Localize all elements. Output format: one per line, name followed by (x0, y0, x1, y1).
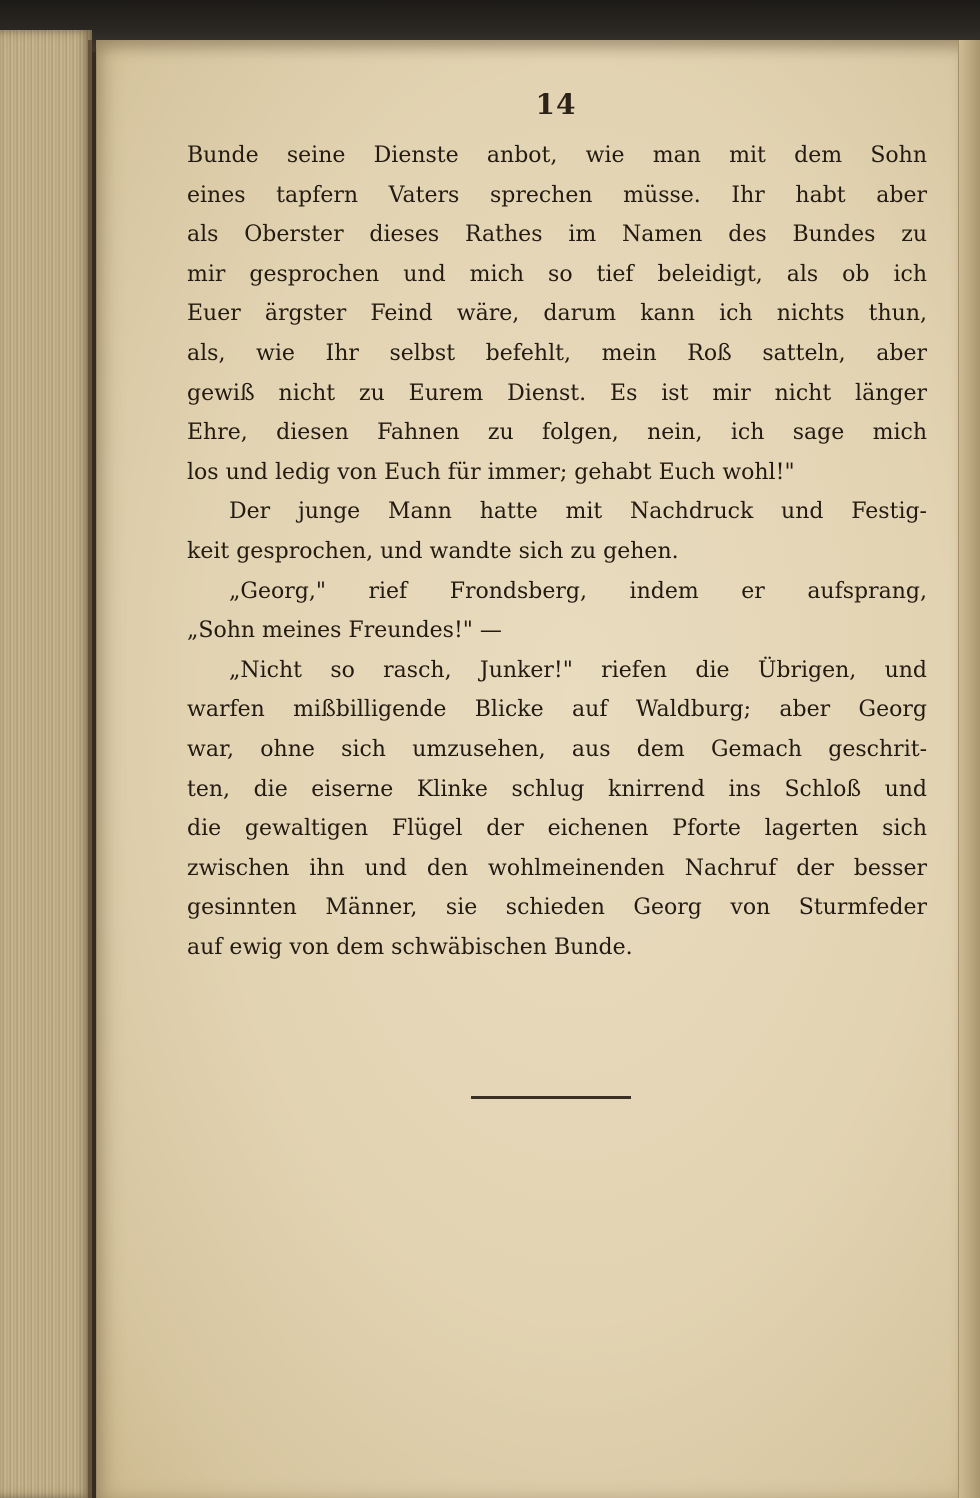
text-line: ten, die eiserne Klinke schlug knirrend ins Schloß und (187, 776, 927, 802)
text-line: „Sohn meines Freundes!" — (187, 618, 502, 644)
text-line: als, wie Ihr selbst befehlt, mein Roß satteln, aber (187, 340, 927, 366)
text-line: los und ledig von Euch für immer; gehabt Euch wohl!" (187, 459, 795, 485)
text-line: Euer ärgster Feind wäre, darum kann ich nichts thun, (187, 301, 927, 327)
text-line: eines tapfern Vaters sprechen müsse. Ihr habt aber (187, 182, 927, 208)
page-stack-edge (0, 30, 92, 1498)
page-number: 14 (535, 88, 577, 121)
text-line: Bunde seine Dienste anbot, wie man mit dem Sohn (187, 143, 927, 168)
text-line: warfen mißbilligende Blicke auf Waldburg; aber Georg (187, 697, 927, 723)
text-line: Der junge Mann hatte mit Nachdruck und Festig- (229, 499, 927, 525)
text-line: auf ewig von dem schwäbischen Bunde. (187, 934, 633, 960)
text-line: Ehre, diesen Fahnen zu folgen, nein, ich sage mich (187, 420, 927, 446)
text-line: als Oberster dieses Rathes im Namen des Bundes zu (187, 222, 927, 248)
text-line: keit gesprochen, und wandte sich zu gehen. (187, 538, 679, 564)
text-line: „Nicht so rasch, Junker!" riefen die Übrigen, und (229, 657, 927, 683)
printed-page (96, 40, 965, 1498)
section-end-rule (471, 1096, 631, 1099)
text-line: gesinnten Männer, sie schieden Georg von Sturmfeder (187, 895, 927, 921)
body-text (187, 136, 927, 967)
text-line: gewiß nicht zu Eurem Dienst. Es ist mir nicht länger (187, 380, 927, 406)
text-line: zwischen ihn und den wohlmeinenden Nachruf der besser (187, 855, 927, 881)
text-line: mir gesprochen und mich so tief beleidigt, als ob ich (187, 261, 927, 287)
text-line: „Georg," rief Frondsberg, indem er aufsprang, (229, 578, 927, 604)
text-line: die gewaltigen Flügel der eichenen Pforte lagerten sich (187, 816, 927, 842)
text-line: war, ohne sich umzusehen, aus dem Gemach geschrit- (187, 736, 927, 762)
next-leaf-edge (958, 40, 980, 1498)
